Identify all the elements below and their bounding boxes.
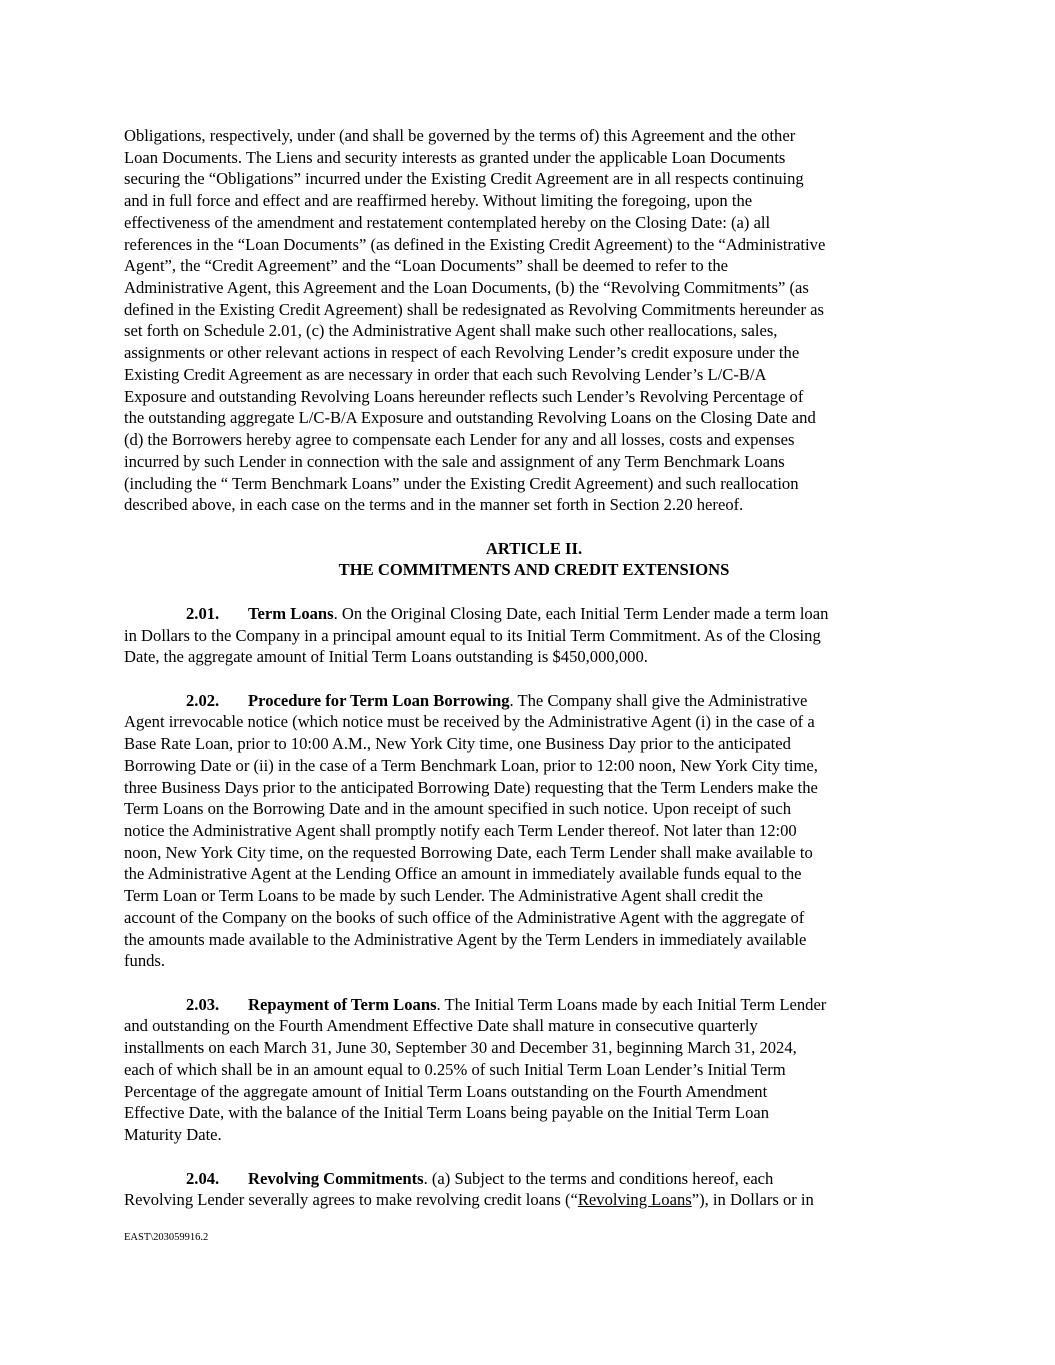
section-title: Procedure for Term Loan Borrowing: [248, 690, 510, 710]
text-line: the amounts made available to the Administrative Agent by the Term Lenders in immediately available: [124, 929, 807, 949]
section-2-01: [124, 603, 944, 668]
text-line: noon, New York City time, on the requested Borrowing Date, each Term Lender shall make available to: [124, 842, 813, 862]
document-body: [124, 125, 944, 1211]
text-line: described above, in each case on the terms and in the manner set forth in Section 2.20 hereof.: [124, 495, 744, 515]
text-run: ”), in Dollars or in: [691, 1190, 814, 1210]
text-line: effectiveness of the amendment and restatement contemplated hereby on the Closing Date: (a) all: [124, 212, 771, 232]
section-2-02: [124, 690, 944, 972]
text-run: . On the Original Closing Date, each Initial Term Lender made a term loan: [333, 603, 829, 623]
text-line: in Dollars to the Company in a principal amount equal to its Initial Term Commitment. As of the Closing: [124, 625, 821, 645]
text-line: Percentage of the aggregate amount of Initial Term Loans outstanding on the Fourth Amendment: [124, 1081, 768, 1101]
section-number: 2.02.: [186, 690, 220, 710]
text-line: notice the Administrative Agent shall promptly notify each Term Lender thereof. Not later than 12:00: [124, 821, 797, 840]
text-run: . The Initial Term Loans made by each Initial Term Lender: [436, 994, 827, 1014]
text-line: incurred by such Lender in connection with the sale and assignment of any Term Benchmark Loans: [124, 451, 785, 471]
text-line: and outstanding on the Fourth Amendment Effective Date shall mature in consecutive quarterly: [124, 1016, 758, 1036]
text-line: (including the “ Term Benchmark Loans” under the Existing Credit Agreement) and such reallocation: [124, 473, 799, 493]
text-line: Borrowing Date or (ii) in the case of a Term Benchmark Loan, prior to 12:00 noon, New York City time,: [124, 755, 818, 775]
text-run: . (a) Subject to the terms and conditions hereof, each: [423, 1168, 774, 1188]
text-line: installments on each March 31, June 30, September 30 and December 31, beginning March 31, 2024,: [124, 1038, 797, 1058]
document-id-footer: EAST\203059916.2: [124, 1232, 209, 1243]
text-line: Agent irrevocable notice (which notice must be received by the Administrative Agent (i) in the case of a: [124, 712, 815, 732]
text-line: the outstanding aggregate L/C-B/A Exposure and outstanding Revolving Loans on the Closing Date and: [124, 408, 816, 428]
text-line: account of the Company on the books of such office of the Administrative Agent with the aggregate of: [124, 907, 805, 927]
text-line: three Business Days prior to the anticipated Borrowing Date) requesting that the Term Lenders make the: [124, 777, 818, 797]
text-run: Revolving Lender severally agrees to make revolving credit loans (“: [124, 1190, 578, 1210]
text-line: defined in the Existing Credit Agreement) shall be redesignated as Revolving Commitments hereunder as: [124, 299, 824, 319]
text-line: securing the “Obligations” incurred under the Existing Credit Agreement are in all respects continuing: [124, 169, 804, 189]
text-line: Agent”, the “Credit Agreement” and the “Loan Documents” shall be deemed to refer to the: [124, 256, 729, 276]
text-line: Term Loan or Term Loans to be made by such Lender. The Administrative Agent shall credit the: [124, 886, 763, 906]
text-line: Existing Credit Agreement as are necessary in order that each such Revolving Lender’s L/C-B/A: [124, 364, 767, 384]
text-run: . The Company shall give the Administrative: [509, 690, 808, 710]
text-line: Administrative Agent, this Agreement and the Loan Documents, (b) the “Revolving Commitments” (as: [124, 278, 809, 298]
section-number: 2.04.: [186, 1168, 220, 1188]
article-title: THE COMMITMENTS AND CREDIT EXTENSIONS: [338, 560, 730, 580]
text-line: Obligations, respectively, under (and shall be governed by the terms of) this Agreement and the other: [124, 126, 796, 145]
defined-term: Revolving Loans: [577, 1190, 692, 1210]
text-line: assignments or other relevant actions in respect of each Revolving Lender’s credit exposure under the: [124, 343, 800, 363]
text-line: references in the “Loan Documents” (as defined in the Existing Credit Agreement) to the “Administrative: [124, 234, 826, 254]
section-title: Term Loans: [248, 603, 334, 623]
text-line: Loan Documents. The Liens and security interests as granted under the applicable Loan Documents: [124, 147, 786, 167]
text-line: Maturity Date.: [124, 1125, 222, 1145]
text-line: each of which shall be in an amount equal to 0.25% of such Initial Term Loan Lender’s Initial Term: [124, 1059, 786, 1079]
section-number: 2.03.: [186, 994, 220, 1014]
article-number: ARTICLE II.: [485, 538, 583, 558]
text-line: funds.: [124, 951, 166, 971]
section-2-03: [124, 994, 944, 1146]
text-line: Effective Date, with the balance of the Initial Term Loans being payable on the Initial Term Loan: [124, 1103, 770, 1123]
text-line: (d) the Borrowers hereby agree to compensate each Lender for any and all losses, costs and expenses: [124, 430, 795, 450]
text-line: Base Rate Loan, prior to 10:00 A.M., New York City time, one Business Day prior to the anticipated: [124, 734, 791, 754]
text-line: Exposure and outstanding Revolving Loans hereunder reflects such Lender’s Revolving Percentage of: [124, 386, 804, 406]
intro-paragraph: [124, 125, 944, 516]
section-title: Repayment of Term Loans: [248, 994, 437, 1014]
text-line: set forth on Schedule 2.01, (c) the Administrative Agent shall make such other reallocations, sales,: [124, 321, 778, 341]
text-line: the Administrative Agent at the Lending Office an amount in immediately available funds equal to the: [124, 864, 802, 884]
text-line: Date, the aggregate amount of Initial Term Loans outstanding is $450,000,000.: [124, 647, 648, 667]
section-title: Revolving Commitments: [248, 1168, 424, 1188]
section-number: 2.01.: [186, 603, 220, 623]
text-line: Term Loans on the Borrowing Date and in the amount specified in such notice. Upon receipt of such: [124, 799, 792, 819]
section-2-04: [124, 1168, 944, 1211]
text-line: and in full force and effect and are reaffirmed hereby. Without limiting the foregoing, upon the: [124, 191, 753, 211]
